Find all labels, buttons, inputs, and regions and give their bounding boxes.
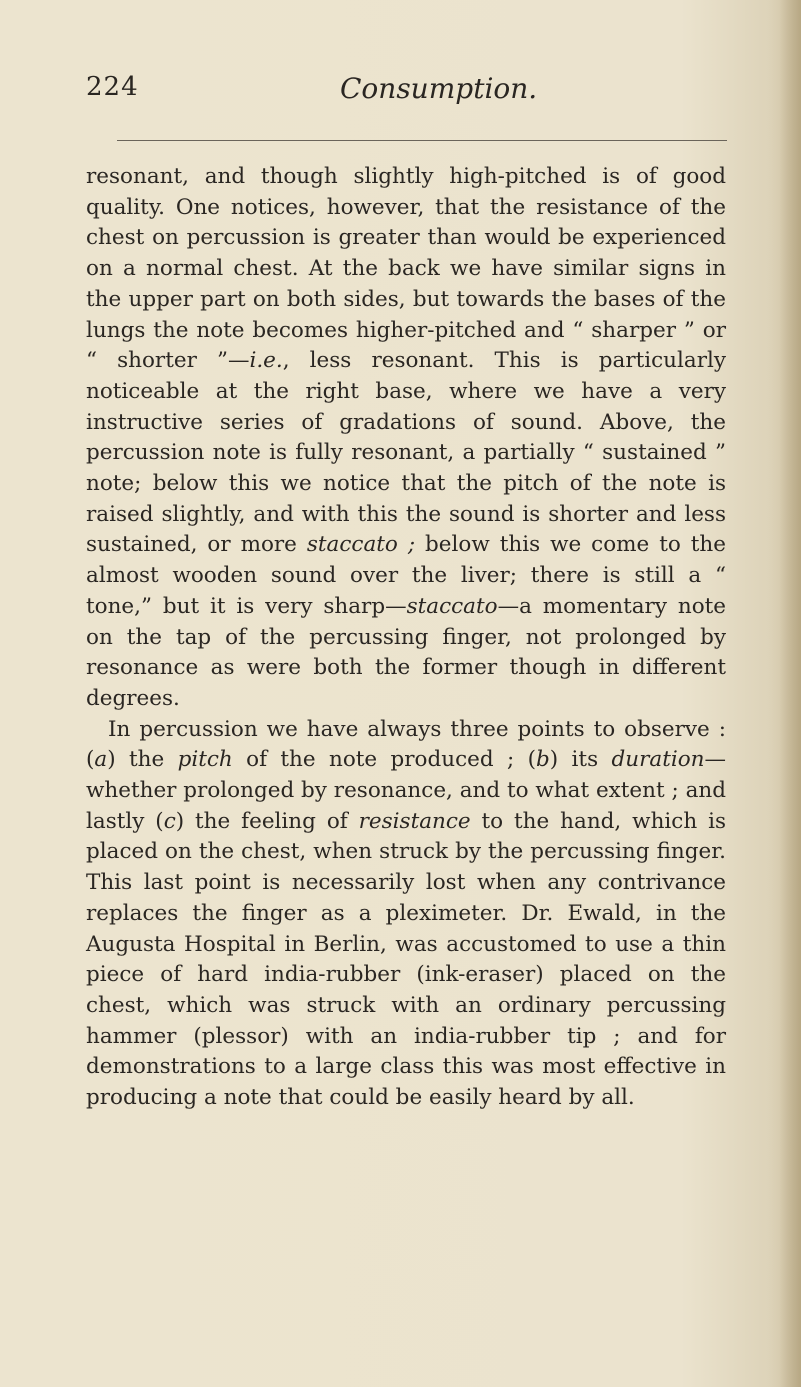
italic-run: pitch (177, 747, 233, 773)
page-header (86, 72, 726, 122)
text-run: In percussion we have always three points to observe : ( (86, 716, 726, 773)
text-run: below this we come to the almost wooden sound over the liver; there is still a “ tone,” but it is very sharp— (86, 532, 726, 619)
header-rule (117, 140, 727, 141)
body-text (86, 162, 726, 1114)
text-run: ) the feeling of (175, 808, 359, 834)
text-run: of the note produced ; ( (232, 747, 537, 773)
italic-run: i.e. (249, 348, 283, 374)
text-run: ) its (549, 747, 612, 773)
page-edge-shadow (779, 0, 801, 1387)
italic-run: c (163, 808, 176, 834)
text-run: , less resonant. This is particularly noticeable at the right base, where we have a very instructive series of gradations of sound. Above, the percussion note is fully resonant, a partially “ sustained ” note; below this we notice that the pitch of the note is raised slightly, and with this the sound is shorter and less sustained, or more (86, 348, 726, 558)
text-run: resonant, and though slightly high-pitched is of good quality. One notices, however, that the resistance of the chest on percussion is greater than would be experienced on a normal chest. At the back we have similar signs in the upper part on both sides, but towards the bases of the lungs the note becomes higher-pitched and “ sharper ” or “ shorter ”— (86, 164, 726, 374)
page-number: 224 (86, 72, 139, 102)
italic-run: staccato (406, 593, 498, 619)
italic-run: duration (611, 747, 705, 773)
text-run: ) the (107, 747, 178, 773)
italic-run: resistance (358, 808, 471, 834)
text-run: —a momentary note on the tap of the percussing finger, not prolonged by resonance as were both the former though in different degrees. (86, 593, 726, 711)
paragraph-2 (86, 715, 726, 1114)
italic-run: a (94, 747, 108, 773)
italic-run: staccato ; (306, 532, 416, 558)
text-run: — whether prolonged by resonance, and to what extent ; and lastly ( (86, 747, 726, 834)
text-run: to the hand, which is placed on the chest, when struck by the percussing finger. This last point is necessarily lost when any contrivance replaces the finger as a pleximeter. Dr. Ewald, in the Augusta Hospital in Berlin, was accustomed to use a thin piece of hard india-rubber (ink-eraser) placed on the chest, which was struck with an ordinary percussing hammer (plessor) with an india-rubber tip ; and for demonstrations to a large class this was most effective in producing a note that could be easily heard by all. (86, 808, 726, 1111)
italic-run: b (536, 747, 550, 773)
running-head: Consumption. (340, 72, 538, 105)
paragraph-1 (86, 162, 726, 715)
